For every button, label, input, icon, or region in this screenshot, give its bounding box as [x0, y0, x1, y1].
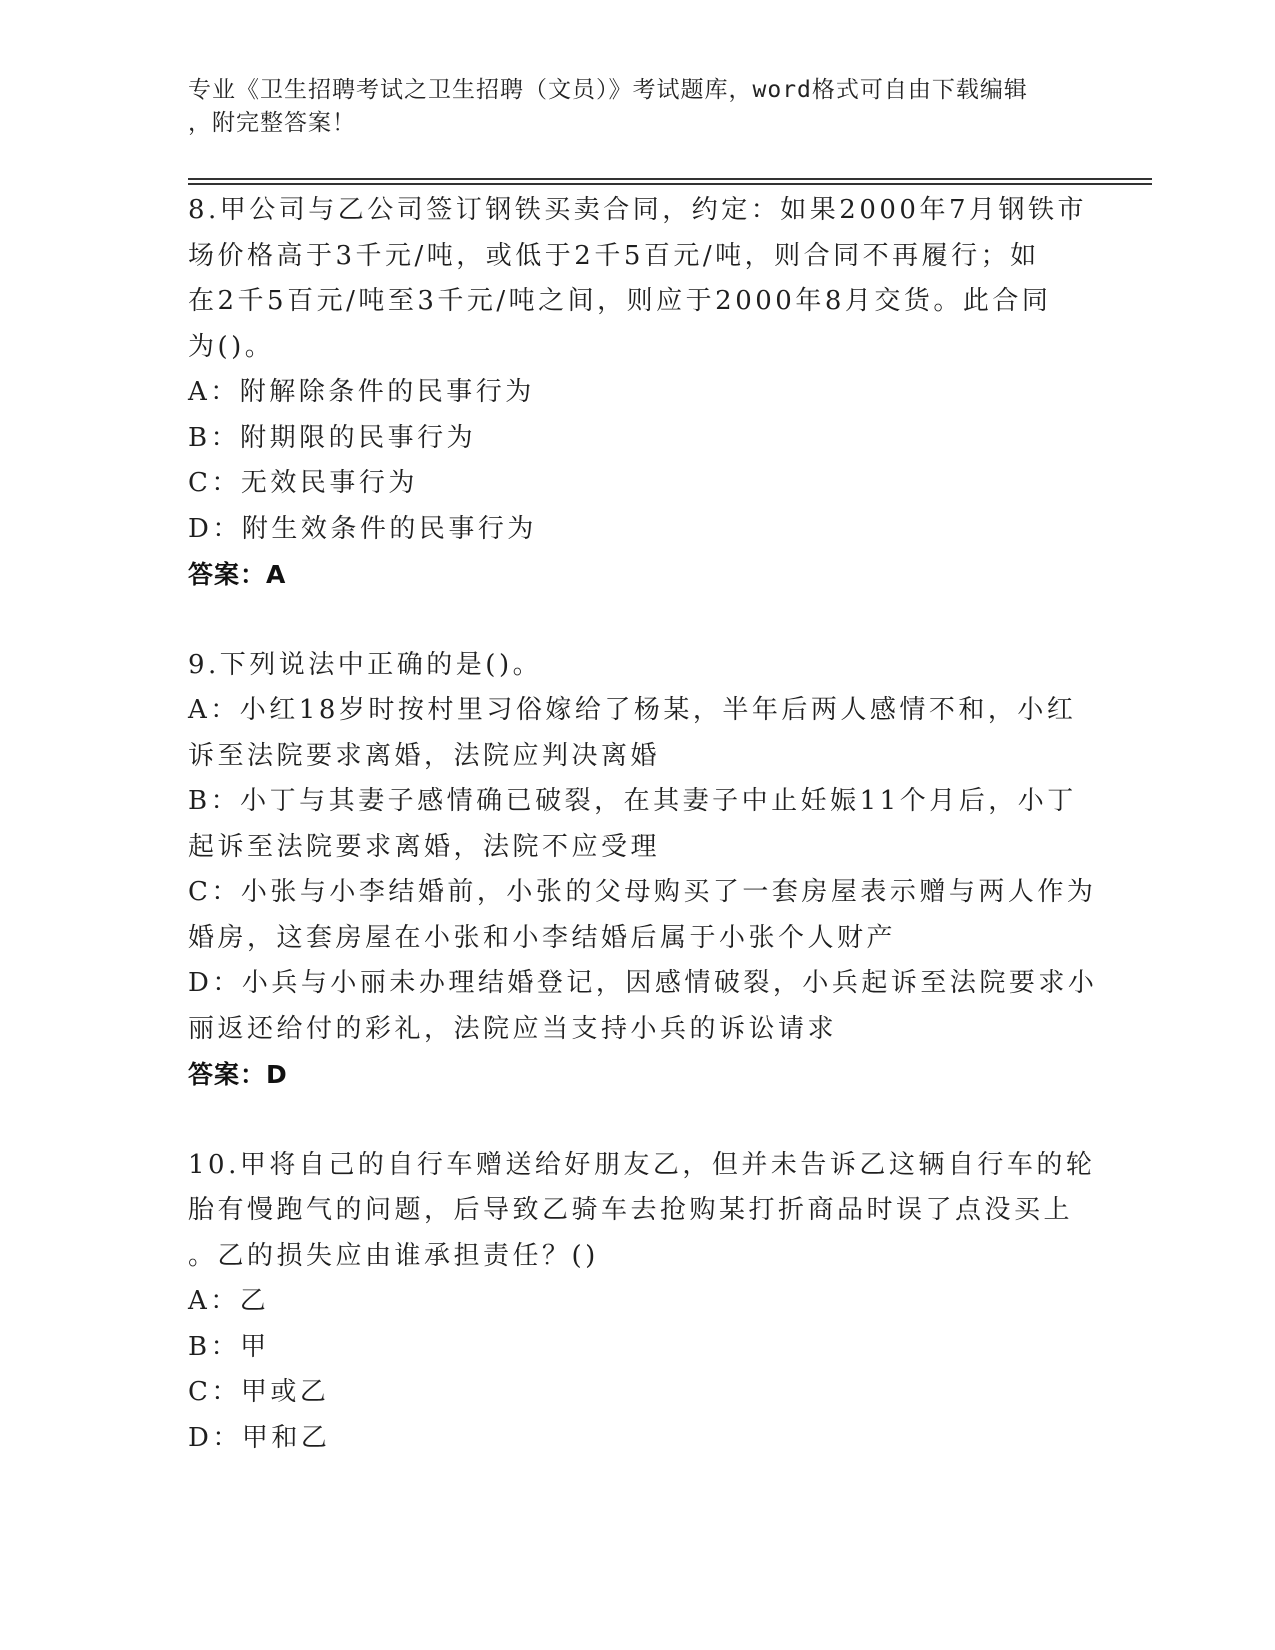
option-a: A：乙 [188, 1286, 270, 1316]
question-8 [188, 188, 1088, 598]
header-line: ，附完整答案！ [188, 110, 356, 136]
option-c: C：甲或乙 [188, 1377, 330, 1407]
option-d: D：小兵与小丽未办理结婚登记，因感情破裂，小兵起诉至法院要求小 [188, 968, 1098, 998]
option-c: C：小张与小李结婚前，小张的父母购买了一套房屋表示赠与两人作为 [188, 877, 1097, 907]
option-d: D：附生效条件的民事行为 [188, 513, 537, 544]
option-a-continued: 诉至法院要求离婚，法院应判决离婚 [188, 740, 661, 771]
option-d-continued: 丽返还给付的彩礼，法院应当支持小兵的诉讼请求 [188, 1013, 838, 1044]
header-divider [188, 183, 1152, 185]
header-line: 专业《卫生招聘考试之卫生招聘（文员）》考试题库，word格式可自由下载编辑 [188, 77, 1028, 103]
question-10 [188, 1143, 1096, 1462]
option-c-continued: 婚房，这套房屋在小张和小李结婚后属于小张个人财产 [188, 922, 897, 953]
option-d: D：甲和乙 [188, 1422, 331, 1453]
question-text-line: 胎有慢跑气的问题，后导致乙骑车去抢购某打折商品时误了点没买上 [188, 1195, 1074, 1225]
question-text-line: 。乙的损失应由谁承担责任？() [188, 1240, 599, 1271]
option-c: C：无效民事行为 [188, 468, 418, 498]
spacer [188, 598, 1088, 643]
option-b: B：甲 [188, 1331, 270, 1362]
question-list [188, 188, 1098, 1461]
question-text-line: 9.下列说法中正确的是()。 [188, 649, 543, 680]
question-9 [188, 643, 1098, 1098]
option-a: A：附解除条件的民事行为 [188, 377, 535, 407]
question-text-line: 在2千5百元/吨至3千元/吨之间，则应于2000年8月交货。此合同 [188, 286, 1052, 316]
option-b: B：小丁与其妻子感情确已破裂，在其妻子中止妊娠11个月后，小丁 [188, 786, 1077, 816]
option-b: B：附期限的民事行为 [188, 422, 477, 453]
answer-label: 答案：A [188, 560, 287, 589]
question-text-line: 8.甲公司与乙公司签订钢铁买卖合同，约定：如果2000年7月钢铁市 [188, 195, 1088, 225]
question-text-line: 场价格高于3千元/吨，或低于2千5百元/吨，则合同不再履行；如 [188, 240, 1040, 271]
question-text-line: 为()。 [188, 331, 275, 362]
header-divider [188, 178, 1152, 180]
question-text-line: 10.甲将自己的自行车赠送给好朋友乙，但并未告诉乙这辆自行车的轮 [188, 1149, 1096, 1180]
option-b-continued: 起诉至法院要求离婚，法院不应受理 [188, 831, 661, 862]
document-header [188, 74, 1068, 140]
spacer [188, 1098, 1088, 1143]
answer-label: 答案：D [188, 1060, 288, 1089]
option-a: A：小红18岁时按村里习俗嫁给了杨某，半年后两人感情不和，小红 [188, 695, 1077, 725]
